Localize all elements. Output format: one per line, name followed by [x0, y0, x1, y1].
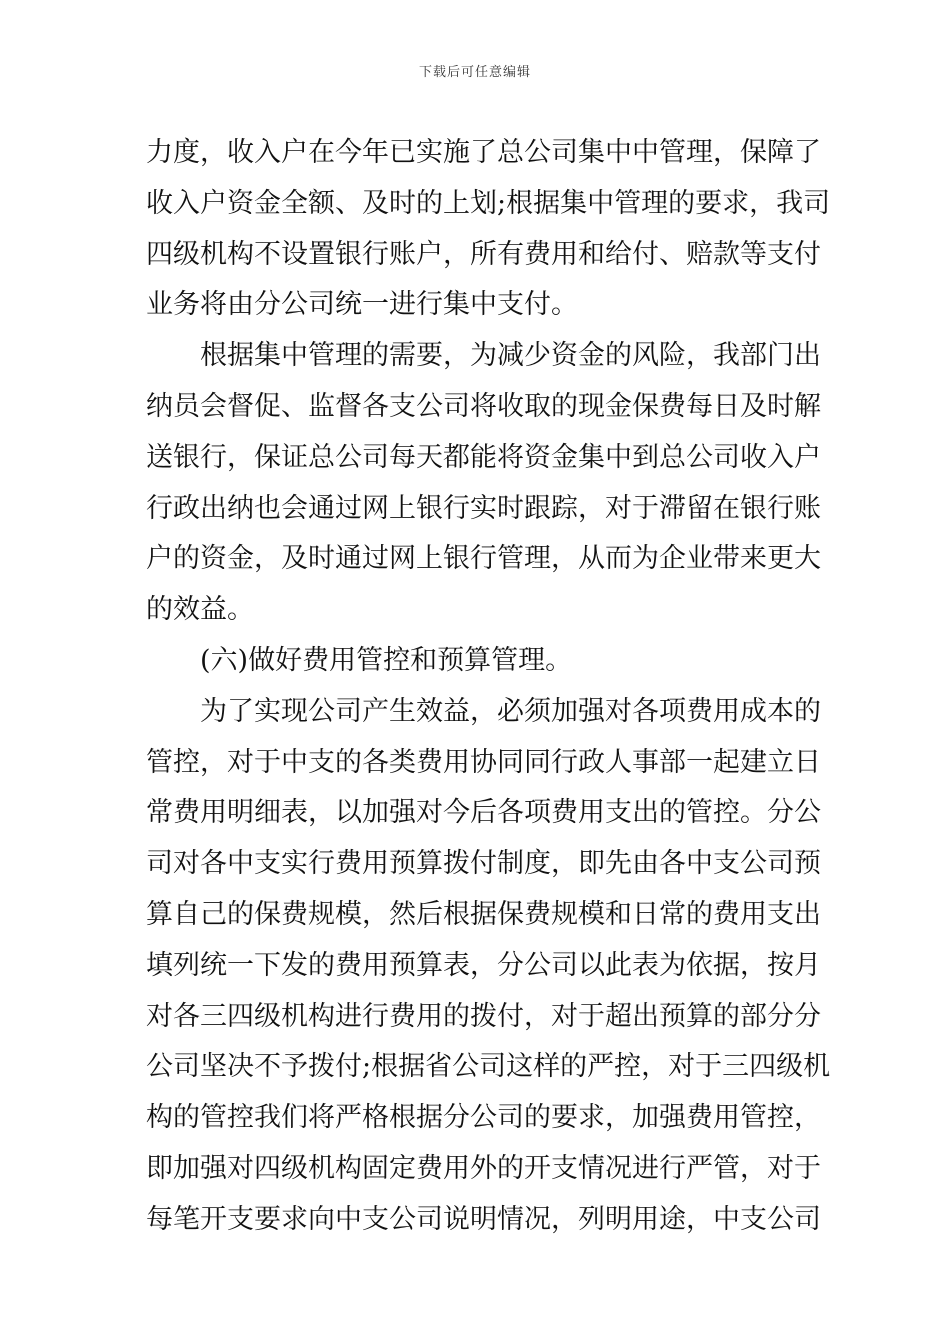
text-line: 司对各中支实行费用预算拨付制度，即先由各中支公司预: [146, 848, 821, 880]
text-line: 业务将由分公司统一进行集中支付。: [146, 289, 578, 321]
text-line: 户的资金，及时通过网上银行管理，从而为企业带来更大: [146, 543, 821, 575]
text-line: 算自己的保费规模，然后根据保费规模和日常的费用支出: [146, 898, 821, 930]
text-line: 管控，对于中支的各类费用协同同行政人事部一起建立日: [146, 746, 821, 778]
page-header: 下载后可任意编辑: [418, 65, 531, 80]
text-line: 力度，收入户在今年已实施了总公司集中中管理，保障了: [146, 137, 821, 168]
section-heading: (六)做好费用管控和预算管理。: [200, 644, 573, 676]
text-line: 对各三四级机构进行费用的拨付，对于超出预算的部分分: [146, 1000, 821, 1032]
text-line: 即加强对四级机构固定费用外的开支情况进行严管，对于: [146, 1152, 821, 1184]
text-line: 根据集中管理的需要，为减少资金的风险，我部门出: [200, 340, 821, 372]
text-line: 每笔开支要求向中支公司说明情况，列明用途，中支公司: [146, 1203, 821, 1235]
text-line: 纳员会督促、监督各支公司将收取的现金保费每日及时解: [146, 390, 821, 422]
text-line: 送银行，保证总公司每天都能将资金集中到总公司收入户: [146, 441, 821, 473]
text-line: 行政出纳也会通过网上银行实时跟踪，对于滞留在银行账: [146, 492, 821, 524]
text-line: 为了实现公司产生效益，必须加强对各项费用成本的: [200, 695, 821, 727]
text-line: 构的管控我们将严格根据分公司的要求，加强费用管控，: [146, 1102, 821, 1134]
document-body: [146, 128, 831, 1246]
text-line: 四级机构不设置银行账户，所有费用和给付、赔款等支付: [146, 238, 821, 270]
text-line: 公司坚决不予拨付;根据省公司这样的严控，对于三四级机: [146, 1051, 831, 1083]
text-line: 收入户资金全额、及时的上划;根据集中管理的要求，我司: [146, 187, 831, 219]
text-line: 填列统一下发的费用预算表，分公司以此表为依据，按月: [146, 949, 821, 981]
text-line: 的效益。: [146, 594, 254, 626]
text-line: 常费用明细表，以加强对今后各项费用支出的管控。分公: [146, 797, 821, 829]
